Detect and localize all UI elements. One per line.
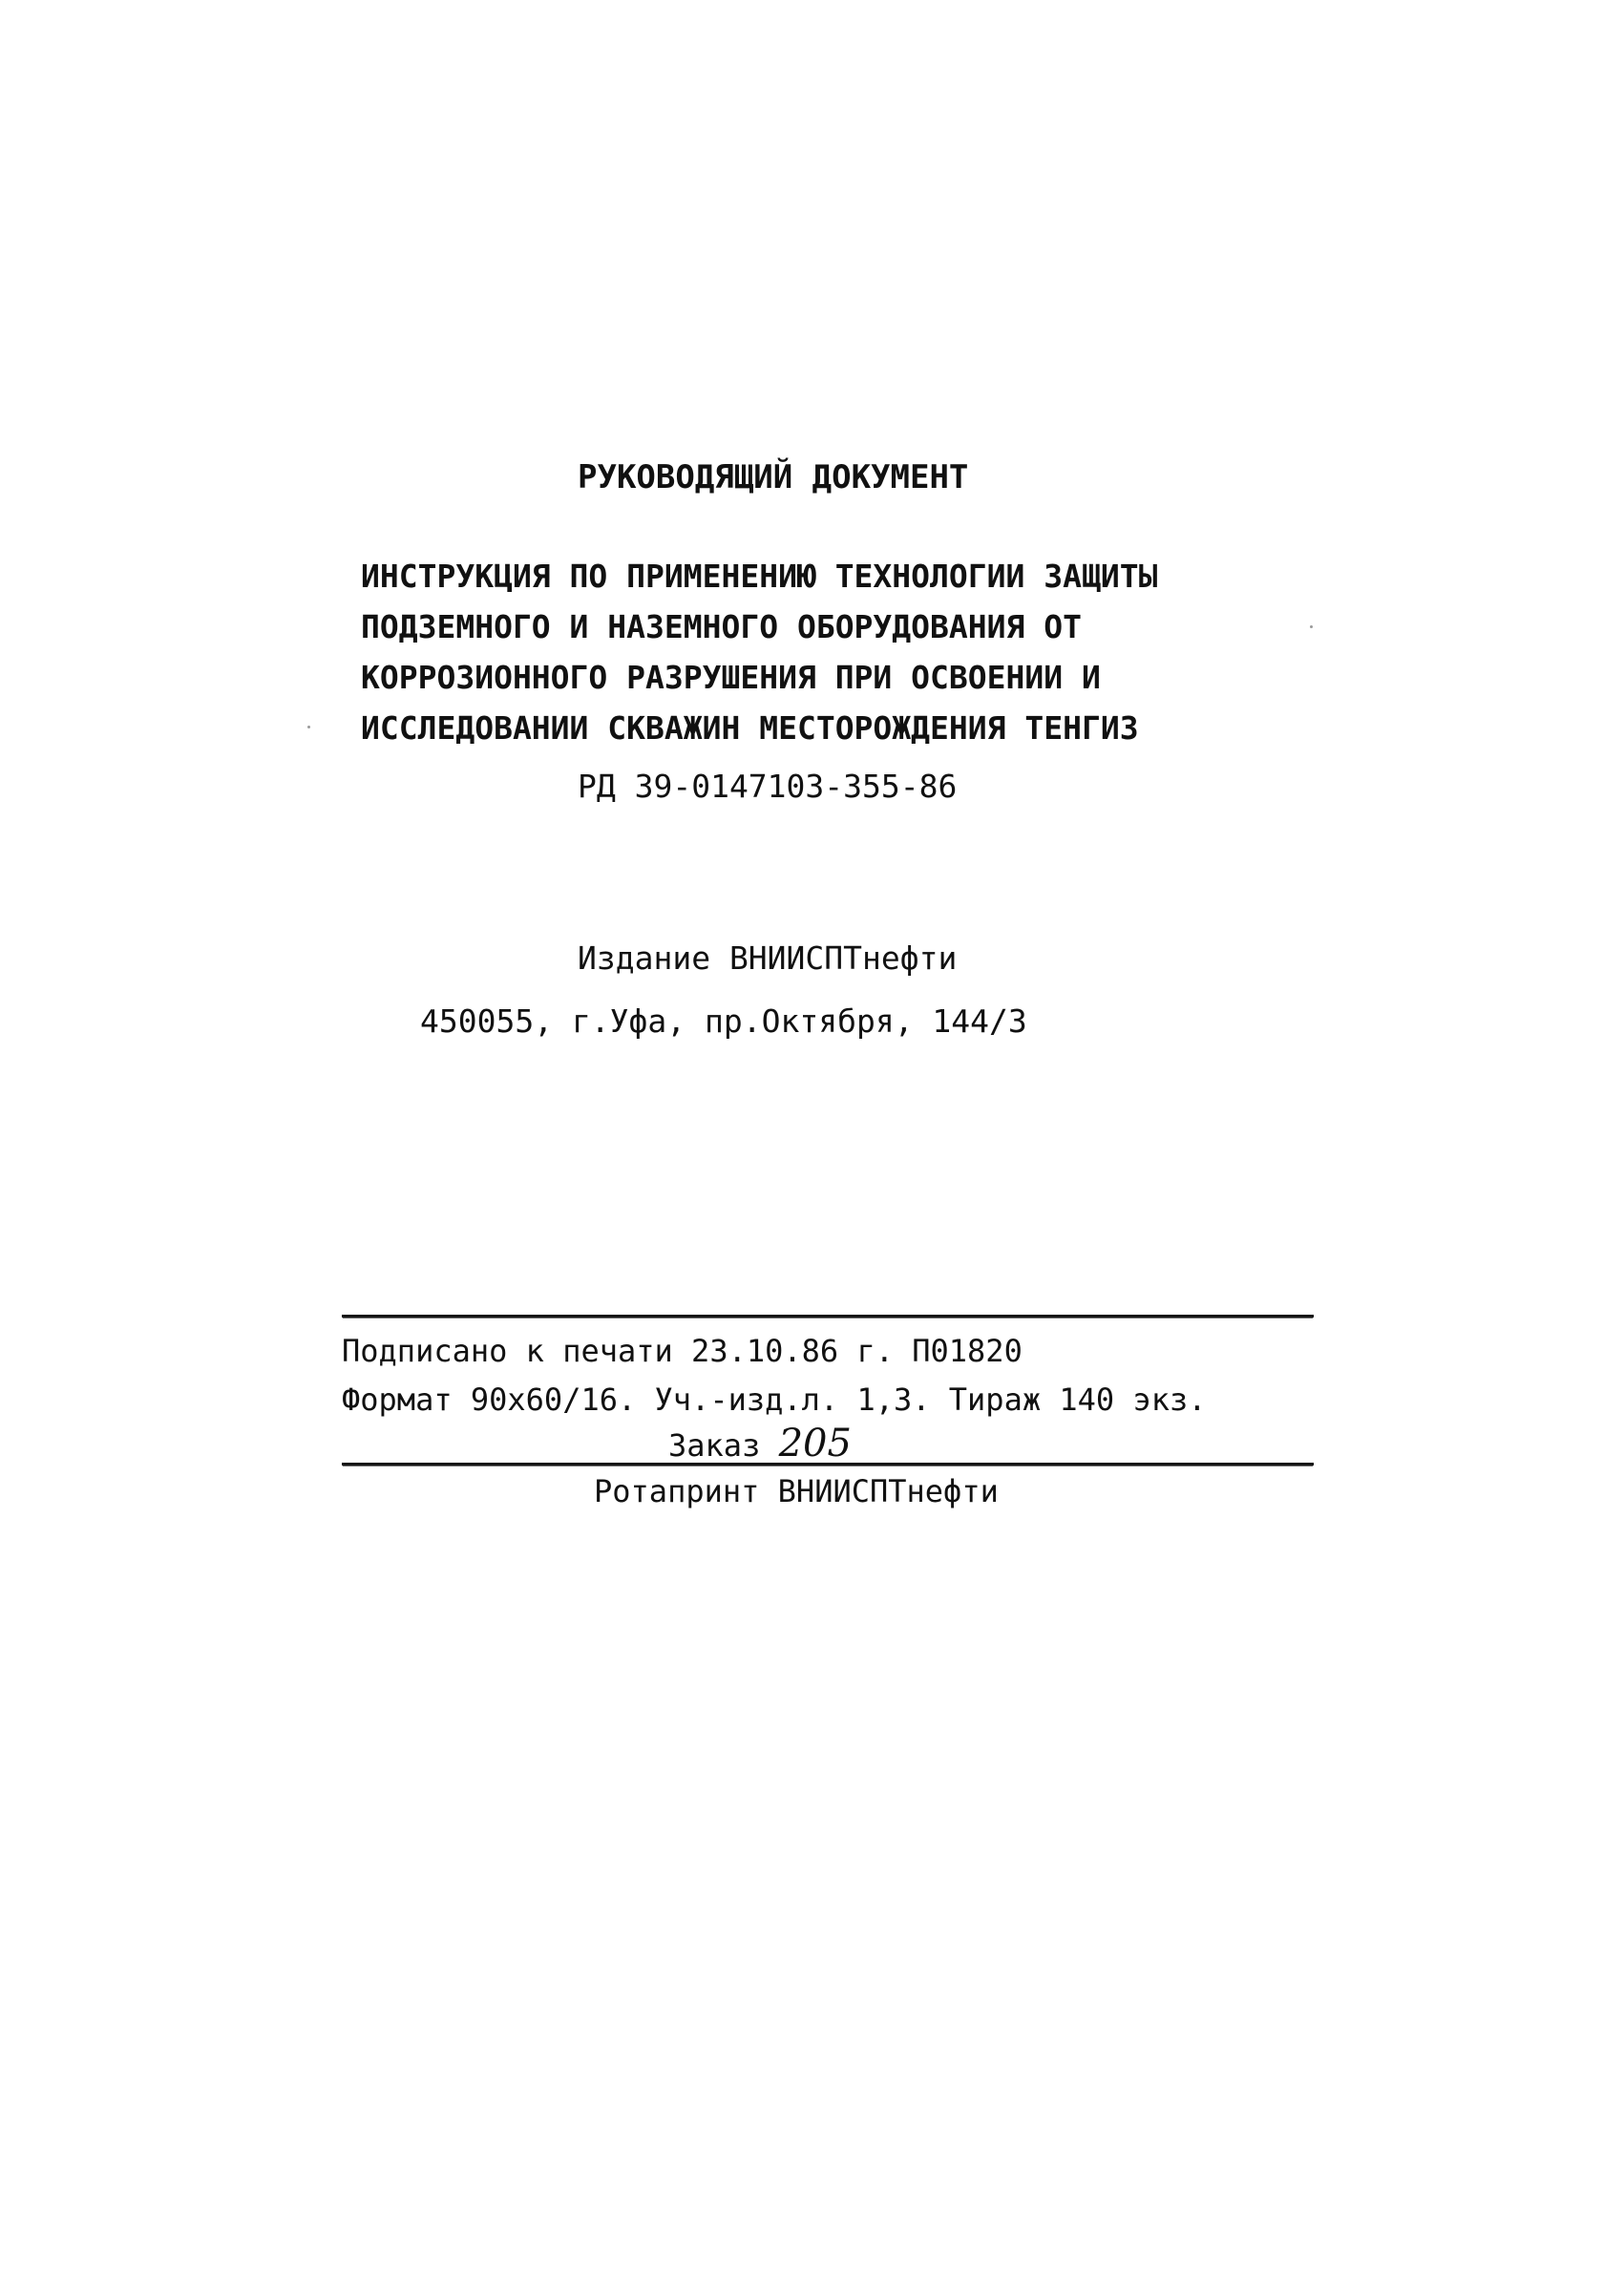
- address-line: 450055, г.Уфа, пр.Октября, 144/3: [420, 1002, 1027, 1040]
- imprint-format-line: Формат 90х60/16. Уч.-изд.л. 1,3. Тираж 140 экз.: [342, 1382, 1207, 1418]
- imprint-bottom-rule: [342, 1463, 1314, 1466]
- scan-speck: [1310, 625, 1313, 628]
- title-line-3: КОРРОЗИОННОГО РАЗРУШЕНИЯ ПРИ ОСВОЕНИИ И: [361, 659, 1101, 696]
- imprint-signed-line: Подписано к печати 23.10.86 г. П01820: [342, 1333, 1023, 1369]
- imprint-top-rule: [342, 1315, 1314, 1318]
- title-line-2: ПОДЗЕМНОГО И НАЗЕМНОГО ОБОРУДОВАНИЯ ОТ: [361, 608, 1082, 645]
- printer-line: Ротапринт ВНИИСПТнефти: [594, 1473, 999, 1509]
- publisher-line: Издание ВНИИСПТнефти: [578, 939, 958, 977]
- imprint-order: [668, 1423, 852, 1466]
- document-header: РУКОВОДЯЩИЙ ДОКУМЕНТ: [578, 458, 969, 496]
- order-label: Заказ: [668, 1427, 761, 1464]
- title-line-4: ИССЛЕДОВАНИИ СКВАЖИН МЕСТОРОЖДЕНИЯ ТЕНГИЗ: [361, 709, 1139, 747]
- title-line-1: ИНСТРУКЦИЯ ПО ПРИМЕНЕНИЮ ТЕХНОЛОГИИ ЗАЩИТЫ: [361, 558, 1158, 595]
- scan-speck: [307, 726, 310, 728]
- document-code: РД 39-0147103-355-86: [578, 768, 958, 805]
- order-number-handwritten: 205: [778, 1422, 852, 1466]
